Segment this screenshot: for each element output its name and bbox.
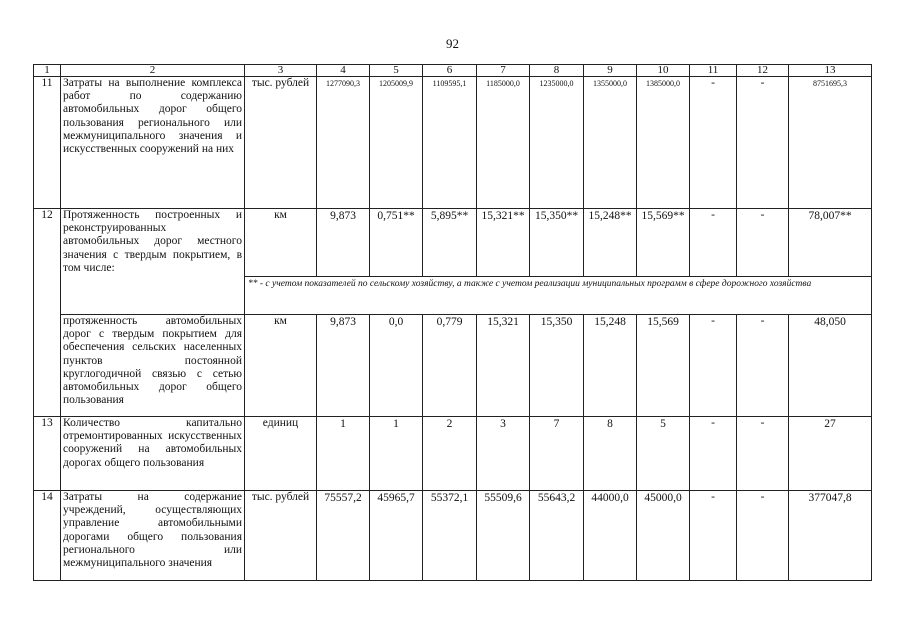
value-cell: 15,248**: [584, 209, 637, 277]
value-cell: 1109595,1: [423, 77, 477, 209]
value-cell: 1235000,0: [530, 77, 584, 209]
header-row: [34, 65, 872, 77]
value-cell: 15,321**: [477, 209, 530, 277]
value-cell: 15,248: [584, 315, 637, 417]
value-cell: 1277090,3: [317, 77, 370, 209]
header-cell: 11: [690, 65, 737, 77]
header-cell: 9: [584, 65, 637, 77]
header-cell: 13: [789, 65, 872, 77]
value-cell: -: [737, 491, 789, 581]
value-cell: 55509,6: [477, 491, 530, 581]
row-unit: км: [245, 315, 317, 417]
value-cell: 1185000,0: [477, 77, 530, 209]
value-cell: 1205009,9: [370, 77, 423, 209]
value-cell: 9,873: [317, 209, 370, 277]
page-number: 92: [446, 36, 459, 51]
value-cell: -: [737, 315, 789, 417]
value-cell: 15,569**: [637, 209, 690, 277]
header-cell: 5: [370, 65, 423, 77]
value-cell: -: [690, 417, 737, 491]
indicators-table: [33, 64, 872, 581]
value-cell: 15,350: [530, 315, 584, 417]
value-cell: 9,873: [317, 315, 370, 417]
value-cell: -: [737, 77, 789, 209]
value-cell: -: [690, 315, 737, 417]
value-cell: -: [690, 77, 737, 209]
value-cell: 3: [477, 417, 530, 491]
footnote-note: ** - с учетом показателей по сельскому хозяйству, а также с учетом реализации муниципальных программ в сфере дорожного хозяйства: [245, 277, 872, 315]
value-cell: 8751695,3: [789, 77, 872, 209]
value-cell: 1: [370, 417, 423, 491]
header-cell: 8: [530, 65, 584, 77]
value-cell: 1385000,0: [637, 77, 690, 209]
header-cell: 12: [737, 65, 789, 77]
row-name: Затраты на выполнение комплекса работ по содержанию автомобильных дорог общего пользования регионального или межмуниципального значения и искусственных сооружений на них: [61, 77, 245, 209]
row-unit: единиц: [245, 417, 317, 491]
value-cell: 75557,2: [317, 491, 370, 581]
value-cell: 377047,8: [789, 491, 872, 581]
value-cell: 44000,0: [584, 491, 637, 581]
table-row: [34, 417, 872, 491]
row-name: Протяженность построенных и реконструированных автомобильных дорог местного значения с твердым покрытием, в том числе:: [61, 209, 245, 315]
value-cell: -: [737, 209, 789, 277]
value-cell: 0,751**: [370, 209, 423, 277]
table-row: [34, 491, 872, 581]
value-cell: -: [690, 209, 737, 277]
header-cell: 10: [637, 65, 690, 77]
row-unit: км: [245, 209, 317, 277]
row-number: 14: [34, 491, 61, 581]
value-cell: 15,569: [637, 315, 690, 417]
header-cell: 1: [34, 65, 61, 77]
value-cell: 45000,0: [637, 491, 690, 581]
value-cell: 48,050: [789, 315, 872, 417]
header-cell: 4: [317, 65, 370, 77]
table-row: [34, 77, 872, 209]
header-cell: 6: [423, 65, 477, 77]
value-cell: 15,350**: [530, 209, 584, 277]
value-cell: 55643,2: [530, 491, 584, 581]
value-cell: 1: [317, 417, 370, 491]
value-cell: 7: [530, 417, 584, 491]
value-cell: 8: [584, 417, 637, 491]
row-number: 11: [34, 77, 61, 209]
row-name: Количество капитально отремонтированных искусственных сооружений на автомобильных дорогах общего пользования: [61, 417, 245, 491]
value-cell: 78,007**: [789, 209, 872, 277]
table-row: [34, 315, 872, 417]
value-cell: 2: [423, 417, 477, 491]
table-row: [34, 209, 872, 277]
value-cell: 27: [789, 417, 872, 491]
value-cell: 0,0: [370, 315, 423, 417]
value-cell: 15,321: [477, 315, 530, 417]
header-cell: 3: [245, 65, 317, 77]
row-name: Затраты на содержание учреждений, осуществляющих управление автомобильными дорогами общего пользования регионального или межмуниципального значения: [61, 491, 245, 581]
value-cell: -: [737, 417, 789, 491]
row-name: протяженность автомобильных дорог с твердым покрытием для обеспечения сельских населенных пунктов постоянной круглогодичной связью с сетью автомобильных дорог общего пользования: [61, 315, 245, 417]
row-unit: тыс. рублей: [245, 491, 317, 581]
value-cell: 5,895**: [423, 209, 477, 277]
value-cell: 0,779: [423, 315, 477, 417]
value-cell: -: [690, 491, 737, 581]
header-cell: 7: [477, 65, 530, 77]
value-cell: 5: [637, 417, 690, 491]
header-cell: 2: [61, 65, 245, 77]
value-cell: 45965,7: [370, 491, 423, 581]
row-number: 13: [34, 417, 61, 491]
row-unit: тыс. рублей: [245, 77, 317, 209]
row-number: 12: [34, 209, 61, 417]
value-cell: 1355000,0: [584, 77, 637, 209]
value-cell: 55372,1: [423, 491, 477, 581]
